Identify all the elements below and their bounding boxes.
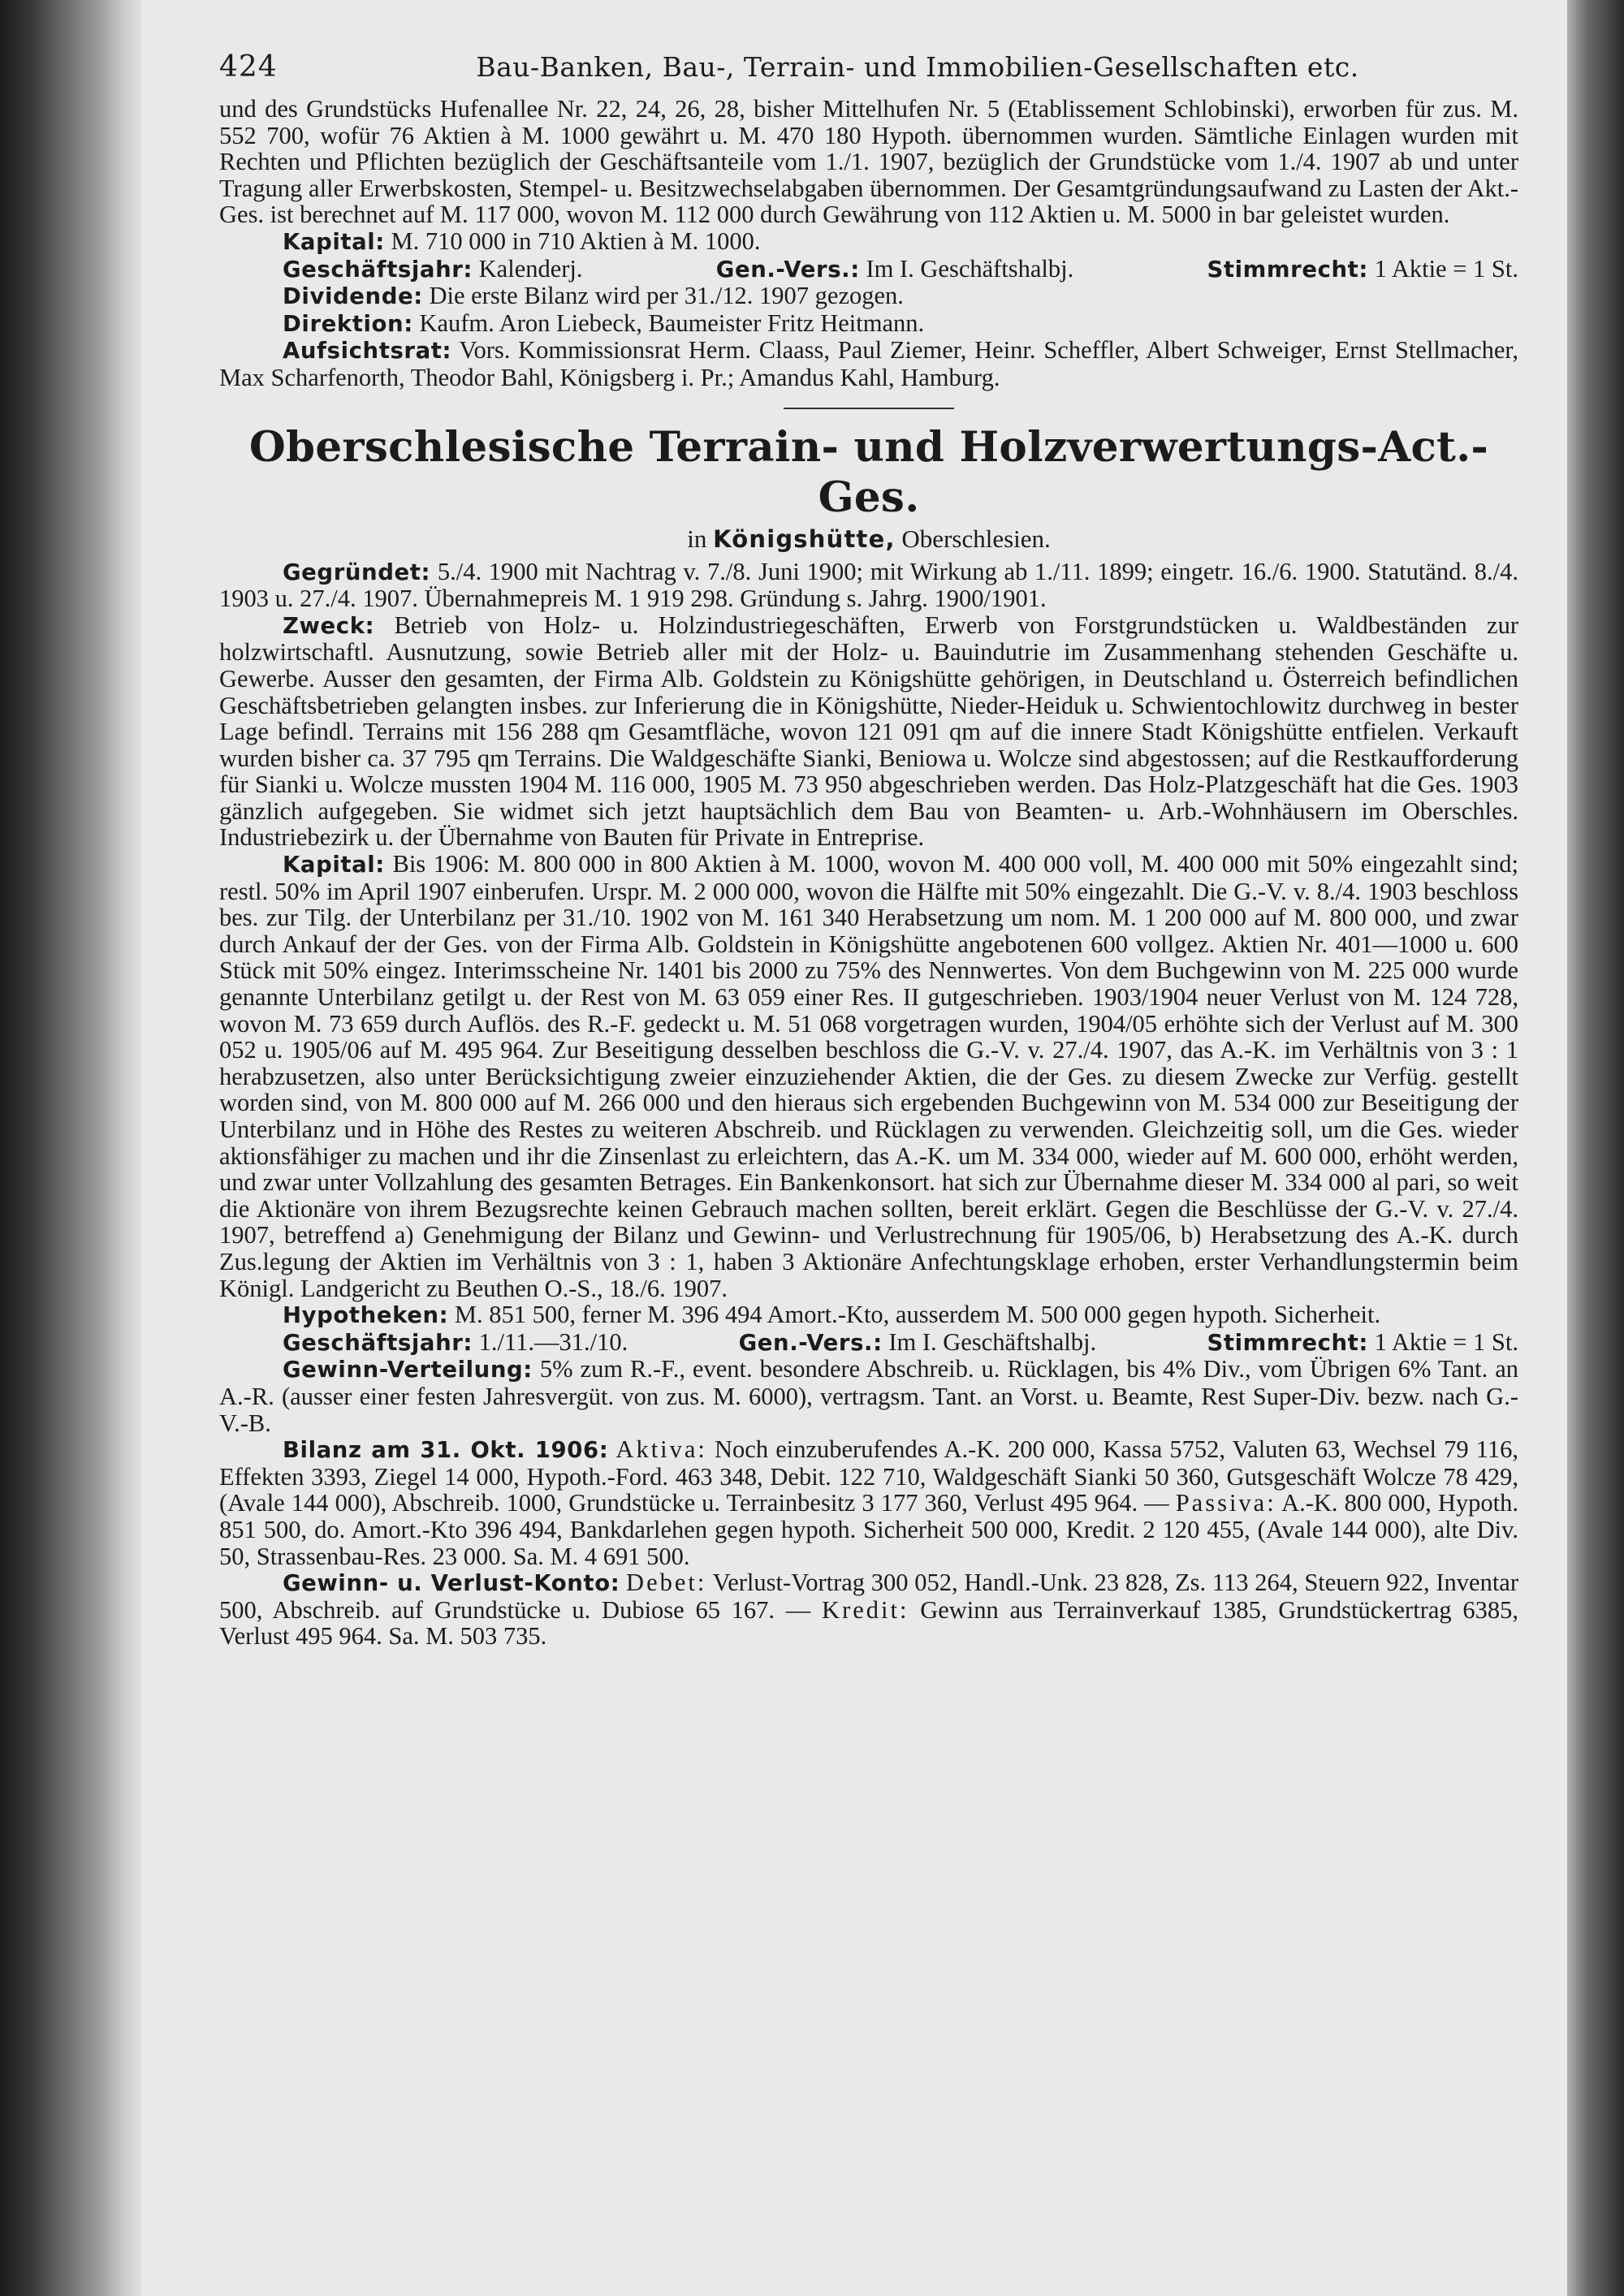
book-spine-left	[0, 0, 142, 2296]
book-edge-right	[1567, 0, 1624, 2296]
st-label: Stimmrecht:	[1207, 1329, 1369, 1356]
gegr-label: Gegründet:	[283, 559, 431, 585]
guv-label: Gewinn- u. Verlust-Konto:	[283, 1570, 620, 1597]
gewinn-verteilung-paragraph	[219, 1356, 1518, 1436]
hypotheken-paragraph	[219, 1301, 1518, 1329]
prev-dividende-paragraph	[219, 283, 1518, 310]
prev-div-text: Die erste Bilanz wird per 31./12. 1907 gezogen.	[429, 282, 904, 310]
prev-direktion-paragraph	[219, 310, 1518, 338]
prev-dir-label: Direktion:	[283, 310, 413, 337]
gv-label: Gen.-Vers.:	[738, 1329, 883, 1356]
prev-st-text: 1 Aktie = 1 St.	[1374, 254, 1518, 283]
kredit-text: Gewinn aus Terrainverkauf 1385, Grundstückertrag 6385, Verlust 495 964. Sa. M. 503 735.	[219, 1595, 1519, 1651]
gegruendet-paragraph	[219, 559, 1518, 612]
page-header	[219, 50, 1518, 96]
passiva-text: A.-K. 800 000, Hypoth. 851 500, do. Amort.-Kto 396 494, Bankdarlehen gegen hypoth. Sicherheit 500 000, Kredit. 2 120 455, (Avale 144 000), alte Div. 50, Strassenbau-Res. 23 000. Sa. M. 4 691 500.	[219, 1489, 1519, 1570]
gewv-label: Gewinn-Verteilung:	[283, 1357, 533, 1383]
prev-dir-text: Kaufm. Aron Liebeck, Baumeister Fritz Heitmann.	[419, 309, 925, 337]
page-content	[219, 50, 1518, 1650]
company-title: Oberschlesische Terrain- und Holzverwertungs-Act.-Ges.	[248, 422, 1489, 522]
prev-aufsichtsrat-paragraph	[219, 337, 1518, 391]
kapital-paragraph	[219, 851, 1518, 1301]
hyp-text: M. 851 500, ferner M. 396 494 Amort.-Kto, ausserdem M. 500 000 gegen hypoth. Sicherheit.	[454, 1301, 1381, 1329]
gj-label: Geschäftsjahr:	[283, 1329, 473, 1356]
zweck-label: Zweck:	[283, 612, 375, 639]
prev-gen-vers	[716, 256, 1073, 283]
prev-geschaeftsjahr	[219, 256, 583, 283]
location-region: Oberschlesien.	[901, 524, 1051, 553]
location-prefix: in	[687, 524, 707, 553]
gen-vers	[739, 1329, 1096, 1357]
kredit-label: Kredit:	[822, 1595, 909, 1624]
prev-gv-label: Gen.-Vers.:	[715, 256, 860, 283]
page-number: 424	[219, 50, 278, 84]
running-title: Bau-Banken, Bau-, Terrain- und Immobilien-Gesellschaften etc.	[476, 51, 1359, 83]
gewinn-verlust-paragraph	[219, 1569, 1518, 1650]
prev-st-label: Stimmrecht:	[1207, 256, 1369, 283]
location-town: Königshütte,	[713, 524, 896, 553]
zweck-text: Betrieb von Holz- u. Holzindustriegeschäften, Erwerb von Forstgrundstücken u. Waldbeständen zur holzwirtschaftl. Ausnutzung, sowie Betrieb aller mit der Holz- u. Bauindutrie im Zusammenhang stehenden Geschäfte u. Gewerbe. Ausser den gesamten, der Firma Alb. Goldstein zu Königshütte gehörigen, in Deutschland u. Österreich befindlichen Geschäftsbetrieben gelangten insbes. zur Inferierung die in Königshütte, Nieder-Heiduk u. Schwientochlowitz durchweg in bester Lage befindl. Terrains mit 156 288 qm Gesamtfläche, wovon 121 091 qm auf die innere Stadt Königshütte entfielen. Verkauft wurden bisher ca. 37 795 qm Terrains. Die Waldgeschäfte Sianki, Beniowa u. Wolcze sind abgestossen; auf die Restkaufforderung für Sianki u. Wolcze mussten 1904 M. 116 000, 1905 M. 73 950 abgeschrieben werden. Das Holz-Platzgeschäft hat die Ges. 1903 gänzlich aufgegeben. Sie widmet sich jetzt hauptsächlich dem Bau von Beamten- u. Arb.-Wohnhäusern im Oberschles. Industriebezirk u. der Übernahme von Bauten für Private in Entreprise.	[219, 611, 1519, 852]
prev-div-label: Dividende:	[283, 283, 423, 310]
debet-label: Debet:	[626, 1569, 707, 1597]
prev-kapital-text: M. 710 000 in 710 Aktien à M. 1000.	[391, 227, 761, 255]
company-entry	[219, 422, 1518, 1650]
prev-ar-label: Aufsichtsrat:	[283, 338, 452, 365]
prev-entry-intro: und des Grundstücks Hufenallee Nr. 22, 24, 26, 28, bisher Mittelhufen Nr. 5 (Etablissement Schlobinski), erworben für zus. M. 552 700, wofür 76 Aktien à M. 1000 gewährt u. M. 470 180 Hypoth. übernommen wurden. Sämtliche Einlagen wurden mit Rechten und Pflichten bezüglich der Geschäftsanteile vom 1./1. 1907, bezüglich der Grundstücke vom 1./4. 1907 ab und unter Tragung aller Erwerbskosten, Stempel- u. Besitzwechselabgaben übernommen. Der Gesamtgründungsaufwand zu Lasten der Akt.-Ges. ist berechnet auf M. 117 000, wovon M. 112 000 durch Gewährung von 112 Aktien u. M. 5000 in bar geleistet wurden.	[219, 95, 1518, 229]
previous-entry-continuation	[219, 96, 1518, 391]
bilanz-paragraph	[219, 1436, 1518, 1569]
bilanz-label: Bilanz am 31. Okt. 1906:	[283, 1437, 609, 1464]
prev-ar-text: Vors. Kommissionsrat Herm. Claass, Paul Ziemer, Heinr. Scheffler, Albert Schweiger, Ernst Stellmacher, Max Scharfenorth, Theodor Bahl, Königsberg i. Pr.; Amandus Kahl, Hamburg.	[219, 336, 1518, 391]
stimmrecht	[1207, 1329, 1519, 1357]
gewv-text: 5% zum R.-F., event. besondere Abschreib. u. Rücklagen, bis 4% Div., vom Übrigen 6% Tant. an A.-R. (ausser einer festen Jahresvergüt. von zus. M. 6000), vertragsm. Tant. an Vorst. u. Beamte, Rest Super-Div. bezw. nach G.-V.-B.	[219, 1355, 1519, 1437]
prev-stimmrecht	[1207, 256, 1518, 283]
kapital-text: Bis 1906: M. 800 000 in 800 Aktien à M. 1000, wovon M. 400 000 voll, M. 400 000 mit 50% eingezahlt sind; restl. 50% im April 1907 einberufen. Urspr. M. 2 000 000, wovon die Hälfte mit 50% eingezahlt. Die G.-V. v. 8./4. 1903 beschloss bes. zur Tilg. der Unterbilanz per 31./10. 1902 von M. 161 340 Herabsetzung um nom. M. 1 200 000 auf M. 800 000, und zwar durch Ankauf der der Ges. von der Firma Alb. Goldstein in Königshütte angebotenen 600 vollgez. Aktien Nr. 401—1000 u. 600 Stück mit 50% eingez. Interimsscheine Nr. 1401 bis 2000 zu 75% des Nennwertes. Von dem Buchgewinn von M. 225 000 wurde genannte Unterbilanz getilgt u. der Rest von M. 63 059 einer Res. II gutgeschrieben. 1903/1904 neuer Verlust von M. 124 728, wovon M. 73 659 durch Auflös. des R.-F. gedeckt u. M. 51 068 vorgetragen wurden, 1904/05 erhöhte sich der Verlust auf M. 300 052 u. 1905/06 auf M. 495 964. Zur Beseitigung desselben beschloss die G.-V. v. 27./4. 1907, das A.-K. im Verhältnis von 3 : 1 herabzusetzen, also unter Berücksichtigung zweier einzuziehender Aktien, die der Ges. zu diesem Zwecke zur Verfüg. gestellt worden sind, von M. 800 000 auf M. 266 000 und den hieraus sich ergebenden Buchgewinn von M. 534 000 zur Beseitigung der Unterbilanz und in Höhe des Restes zu weiteren Abschreib. und Rücklagen zu verwenden. Gleichzeitig soll, um die Ges. wieder aktionsfähiger zu machen und ihr die Zinsenlast zu erleichtern, das A.-K. um M. 334 000, wieder auf M. 600 000, erhöht werden, und zwar unter Vollzahlung des gesamten Betrages. Ein Bankenkonsort. hat sich zur Übernahme dieser M. 334 000 al pari, so weit die Aktionäre von ihrem Bezugsrechte keinen Gebrauch machen sollten, bereit erklärt. Gegen die Beschlüsse der G.-V. v. 27./4. 1907, betreffend a) Genehmigung der Bilanz und Gewinn- und Verlustrechnung für 1905/06, b) Herabsetzung des A.-K. durch Zus.legung der Aktien im Verhältnis von 3 : 1, haben 3 Aktionäre Anfechtungsklage erhoben, erster Verhandlungstermin beim Königl. Landgericht zu Beuthen O.-S., 18./6. 1907.	[219, 850, 1519, 1302]
prev-gj-label: Geschäftsjahr:	[283, 256, 473, 283]
prev-meta-row	[219, 256, 1518, 283]
kapital-label: Kapital:	[283, 852, 385, 878]
hyp-label: Hypotheken:	[283, 1302, 449, 1329]
zweck-paragraph	[219, 612, 1518, 851]
scanned-page	[142, 0, 1567, 2296]
prev-kapital-paragraph	[219, 228, 1518, 256]
debet-text: Verlust-Vortrag 300 052, Handl.-Unk. 23 828, Zs. 113 264, Steuern 922, Inventar 500, Abschreib. auf Grundstücke u. Dubiose 65 167. —	[219, 1569, 1518, 1624]
entry-divider	[784, 408, 954, 409]
aktiva-text: Noch einzuberufendes A.-K. 200 000, Kassa 5752, Valuten 63, Wechsel 79 116, Effekten 3393, Ziegel 14 000, Hypoth.-Ford. 463 348, Debit. 122 710, Waldgeschäft Sianki 50 360, Gutsgeschäft Wolcze 78 429, (Avale 144 000), Abschreib. 1000, Grundstücke u. Terrainbesitz 3 177 360, Verlust 495 964. —	[219, 1435, 1518, 1517]
prev-kapital-label: Kapital:	[283, 228, 385, 255]
aktiva-label: Aktiva:	[615, 1435, 707, 1464]
company-meta-row	[219, 1329, 1518, 1357]
geschaeftsjahr	[219, 1329, 628, 1357]
prev-gv-text: Im I. Geschäftshalbj.	[866, 254, 1074, 283]
gegr-text: 5./4. 1900 mit Nachtrag v. 7./8. Juni 1900; mit Wirkung ab 1./11. 1899; eingetr. 16./6. 1900. Statutänd. 8./4. 1903 u. 27./4. 1907. Übernahmepreis M. 1 919 298. Gründung s. Jahrg. 1900/1901.	[219, 557, 1518, 613]
gv-text: Im I. Geschäftshalbj.	[888, 1327, 1097, 1356]
gj-text: 1./11.—31./10.	[478, 1327, 628, 1356]
passiva-label: Passiva:	[1175, 1489, 1276, 1517]
prev-gj-text: Kalenderj.	[478, 254, 583, 283]
company-location	[219, 523, 1518, 555]
st-text: 1 Aktie = 1 St.	[1374, 1327, 1518, 1356]
